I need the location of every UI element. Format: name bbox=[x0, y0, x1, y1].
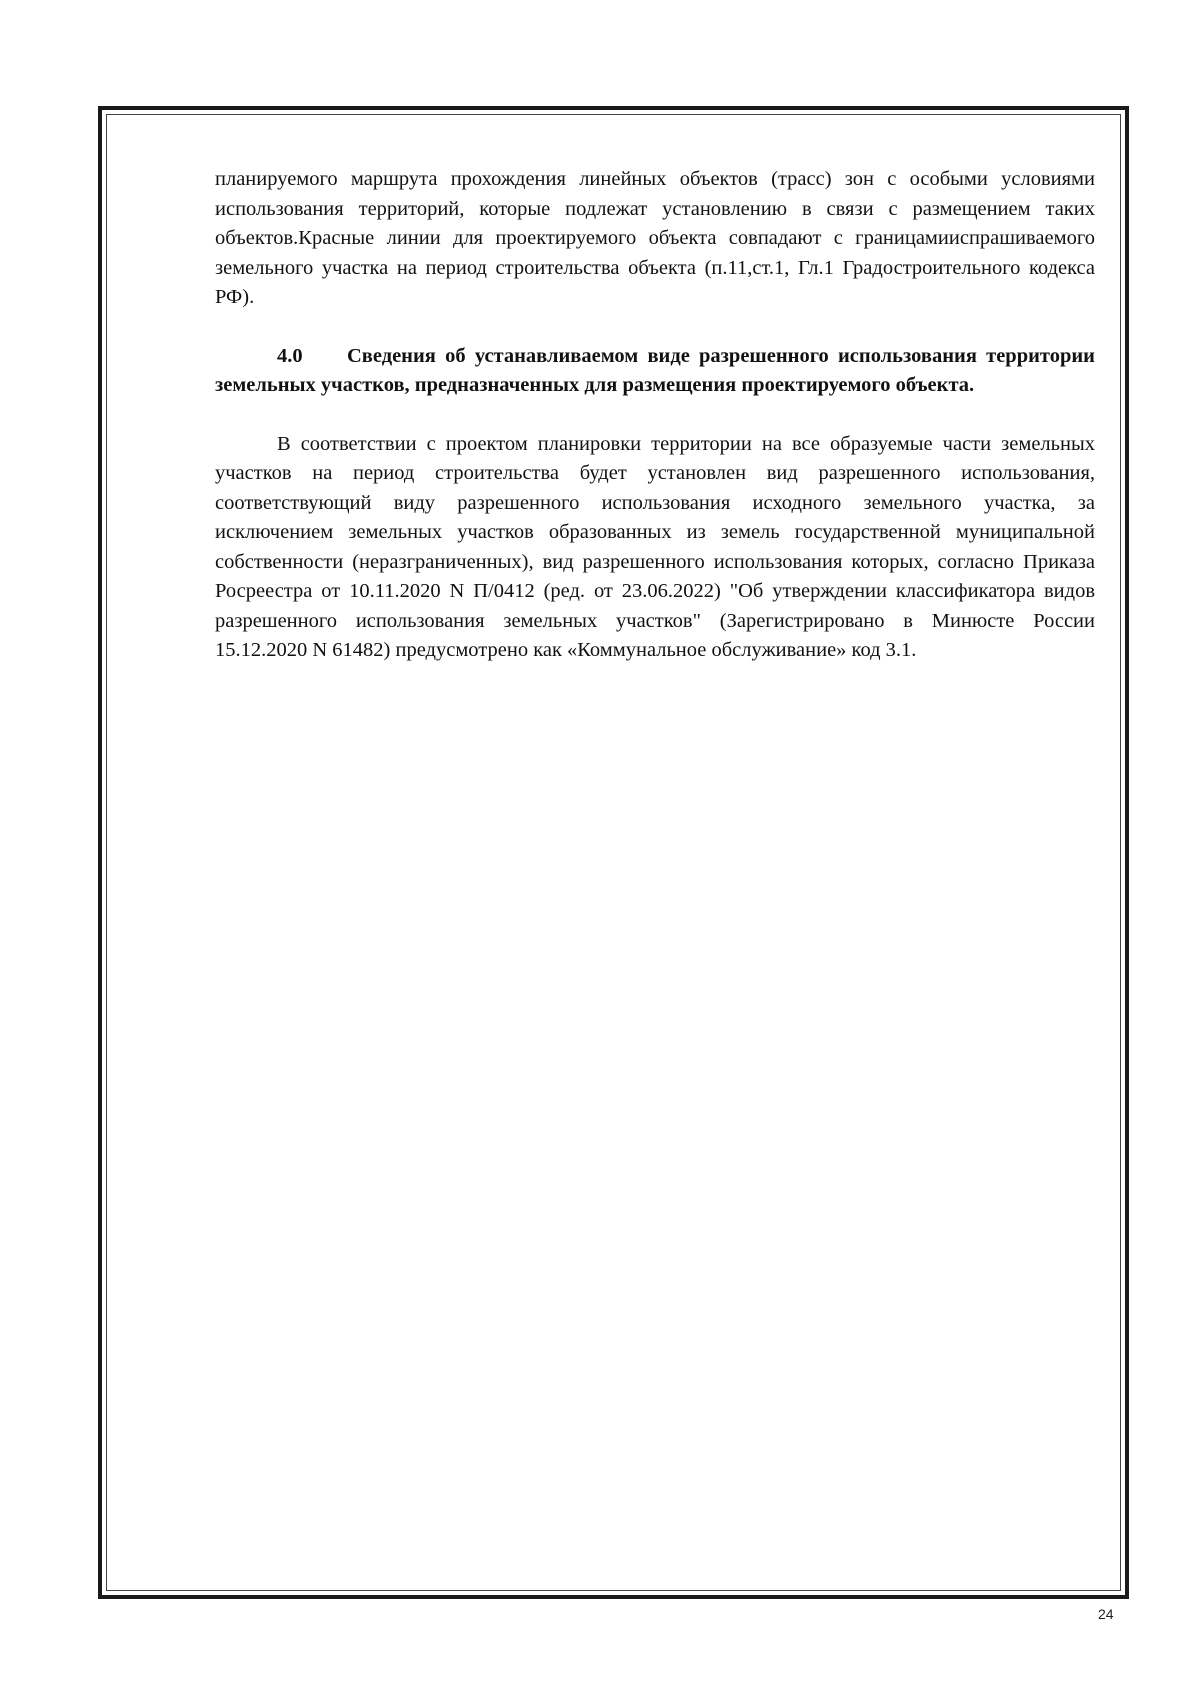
paragraph-land-use: В соответствии с проектом планировки территории на все образуемые части земельных участков на период строительства будет установлен вид разрешенного использования, соответствующий виду разрешенного использования исходного земельного участка, за исключением земельных участков образованных из земель государственной муниципальной собственности (неразграниченных), вид разрешенного использования которых, согласно Приказа Росреестра от 10.11.2020 N П/0412 (ред. от 23.06.2022) "Об утверждении классификатора видов разрешенного использования земельных участков" (Зарегистрировано в Минюсте России 15.12.2020 N 61482) предусмотрено как «Коммунальное обслуживание» код 3.1. bbox=[215, 432, 1095, 661]
section-title: Сведения об устанавливаемом виде разрешенного использования территории земельных участков, предназначенных для размещения проектируемого объекта. bbox=[215, 344, 1095, 396]
section-heading bbox=[215, 342, 1095, 401]
page-number: 24 bbox=[1098, 1606, 1114, 1622]
section-number: 4.0 bbox=[277, 344, 303, 367]
document-body bbox=[215, 165, 1095, 666]
paragraph-intro: планируемого маршрута прохождения линейных объектов (трасс) зон с особыми условиями использования территорий, которые подлежат установлению в связи с размещением таких объектов.Красные линии для проектируемого объекта совпадают с границамииспрашиваемого земельного участка на период строительства объекта (п.11,ст.1, Гл.1 Градостроительного кодекса РФ). bbox=[215, 168, 1095, 308]
